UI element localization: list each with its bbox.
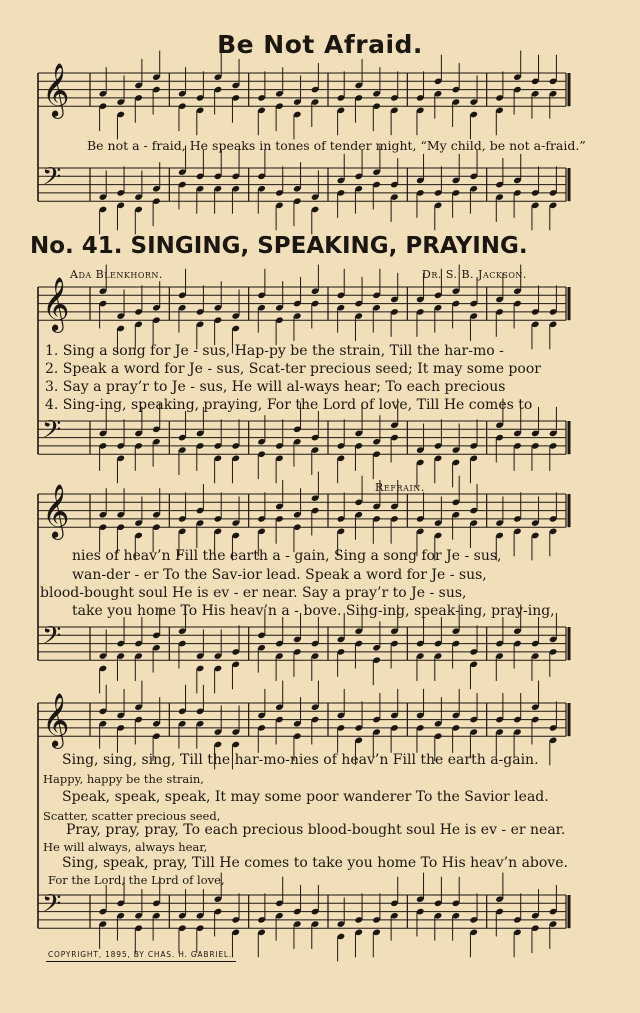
hymn-number-title: No. 41. SINGING, SPEAKING, PRAYING. [30, 233, 528, 259]
chorus-subline-1: Happy, happy be the strain, [43, 772, 204, 786]
treble-clef: 𝄞 [42, 483, 70, 538]
verse-line-4b: take you home To His heav’n a - bove. Sing-ing, speak-ing, pray-ing, [72, 603, 555, 619]
chorus-line-3: Pray, pray, pray, To each precious blood-bought soul He is ev - er near. [66, 822, 566, 838]
chorus-subline-3: He will always, always hear, [43, 840, 208, 854]
chorus-subline-4: For the Lord, the Lord of love, [48, 873, 225, 887]
bass-clef: 𝄢 [42, 162, 62, 198]
chorus-line-2: Speak, speak, speak, It may some poor wanderer To the Savior lead. [62, 789, 549, 805]
copyright-notice: COPYRIGHT, 1895, BY CHAS. H. GABRIEL. [48, 950, 233, 959]
composer-credit: Dr. S. B. Jackson. [422, 268, 527, 281]
bass-clef: 𝄢 [42, 415, 62, 451]
verse-line-3b: blood-bought soul He is ev - er near. Say a pray’r to Je - sus, [40, 585, 467, 601]
hymn1-lyric-line: Be not a - fraid, He speaks in tones of tender might, “My child, be not a-fraid.” [87, 138, 586, 153]
treble-clef: 𝄞 [42, 276, 70, 331]
verse-line-1a: 1. Sing a song for Je - sus, Hap-py be the strain, Till the har-mo - [45, 343, 504, 359]
chorus-line-1: Sing, sing, sing, Till the har-mo-nies of heav’n Fill the earth a-gain. [62, 752, 539, 768]
footer-rule [46, 961, 236, 962]
verse-line-2b: wan-der - er To the Sav-ior lead. Speak a word for Je - sus, [72, 567, 487, 583]
bass-clef: 𝄢 [42, 621, 62, 657]
bass-clef: 𝄢 [42, 889, 62, 925]
hymn-title-be-not-afraid: Be Not Afraid. [217, 30, 423, 59]
verse-line-3a: 3. Say a pray’r to Je - sus, He will al-ways hear; To each precious [45, 379, 506, 395]
author-credit: Ada Blenkhorn. [70, 268, 163, 281]
refrain-label: Refrain. [375, 481, 425, 494]
chorus-line-4: Sing, speak, pray, Till He comes to take you home To His heav’n above. [62, 855, 568, 871]
verse-line-4a: 4. Sing-ing, speaking, praying, For the Lord of love, Till He comes to [45, 397, 533, 413]
verse-line-1b: nies of heav’n Fill the earth a - gain, Sing a song for Je - sus, [72, 548, 502, 564]
treble-clef: 𝄞 [42, 62, 70, 117]
chorus-subline-2: Scatter, scatter precious seed, [43, 809, 221, 823]
treble-clef: 𝄞 [42, 692, 70, 747]
verse-line-2a: 2. Speak a word for Je - sus, Scat-ter precious seed; It may some poor [45, 361, 541, 377]
